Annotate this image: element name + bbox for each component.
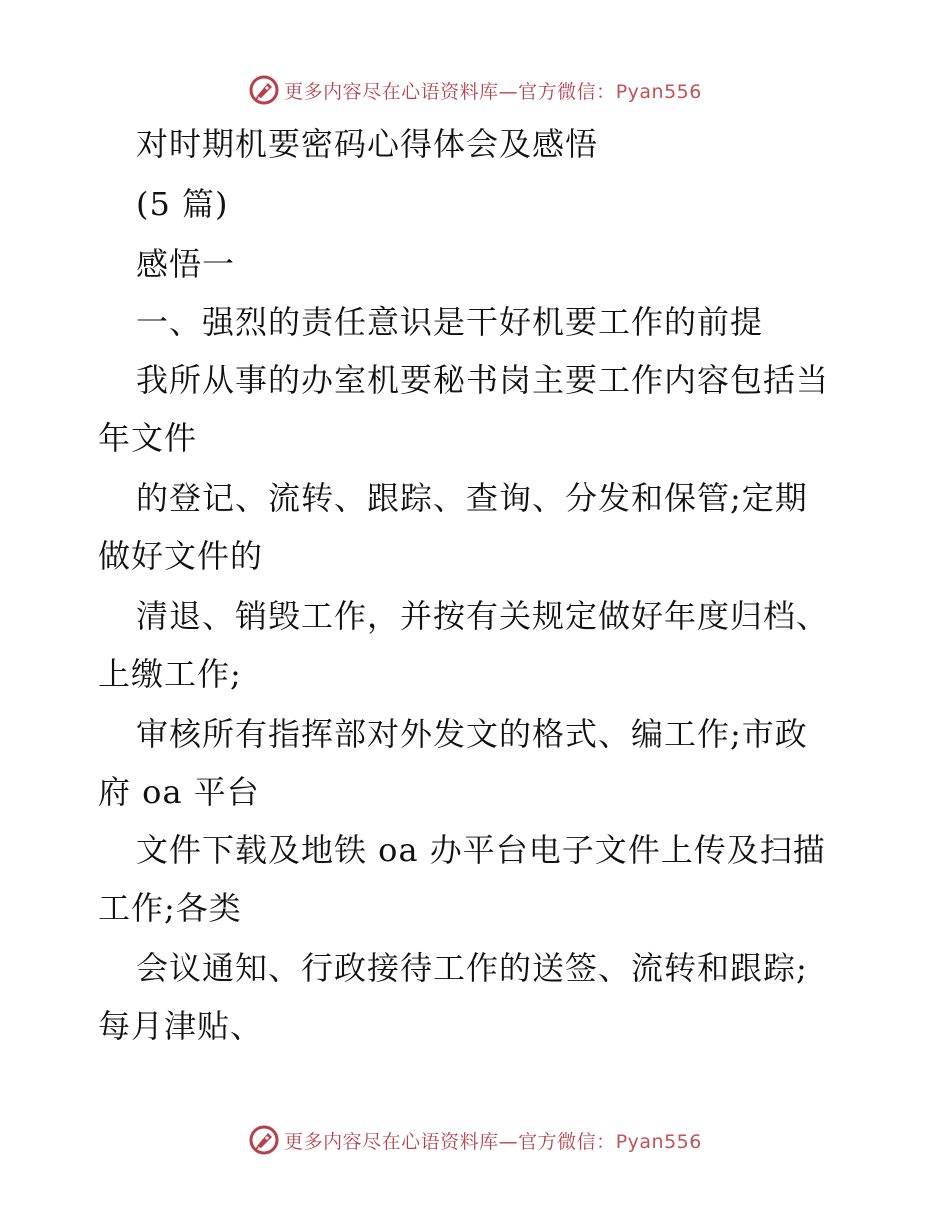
header-site-text: 更多内容尽在心语资料库 xyxy=(284,80,499,103)
header-wechat-label: 官方微信： xyxy=(518,80,616,103)
header-dash: — xyxy=(498,80,519,103)
footer-wechat-label: 官方微信： xyxy=(518,1130,616,1153)
paragraph-line: 我所从事的办室机要秘书岗主要工作内容包括当 xyxy=(136,361,830,399)
header-wechat-id: Pyan556 xyxy=(615,80,702,103)
paragraph-line: 每月津贴、 xyxy=(98,1007,264,1045)
paragraph-line: 文件下载及地铁 oa 办平台电子文件上传及扫描 xyxy=(136,831,826,869)
footer-site-text: 更多内容尽在心语资料库 xyxy=(284,1130,499,1153)
section-heading: 感悟一 xyxy=(136,245,236,283)
footer-dash: — xyxy=(498,1130,519,1153)
paragraph-line: 年文件 xyxy=(98,419,198,457)
paragraph-line: 上缴工作; xyxy=(98,655,242,693)
paragraph-line: 的登记、流转、跟踪、查询、分发和保管;定期 xyxy=(136,479,808,517)
paragraph-line: 府 oa 平台 xyxy=(98,773,260,811)
footer-banner-text xyxy=(284,1127,702,1154)
paragraph-line: 工作;各类 xyxy=(98,889,242,927)
pen-nib-logo-icon xyxy=(248,74,280,106)
subsection-heading: 一、强烈的责任意识是干好机要工作的前提 xyxy=(136,303,764,341)
paragraph-line: 审核所有指挥部对外发文的格式、编工作;市政 xyxy=(136,715,808,753)
pen-nib-logo-icon xyxy=(248,1124,280,1156)
paragraph-line: 会议通知、行政接待工作的送签、流转和跟踪; xyxy=(136,949,808,987)
document-title: 对时期机要密码心得体会及感悟 xyxy=(136,125,599,163)
document-subtitle: (5 篇) xyxy=(136,185,229,223)
footer-watermark-banner xyxy=(0,1118,950,1162)
footer-wechat-id: Pyan556 xyxy=(615,1130,702,1153)
header-watermark-banner xyxy=(0,68,950,112)
header-banner-text xyxy=(284,77,702,104)
paragraph-line: 做好文件的 xyxy=(98,537,264,575)
paragraph-line: 清退、销毁工作，并按有关规定做好年度归档、 xyxy=(136,597,830,635)
